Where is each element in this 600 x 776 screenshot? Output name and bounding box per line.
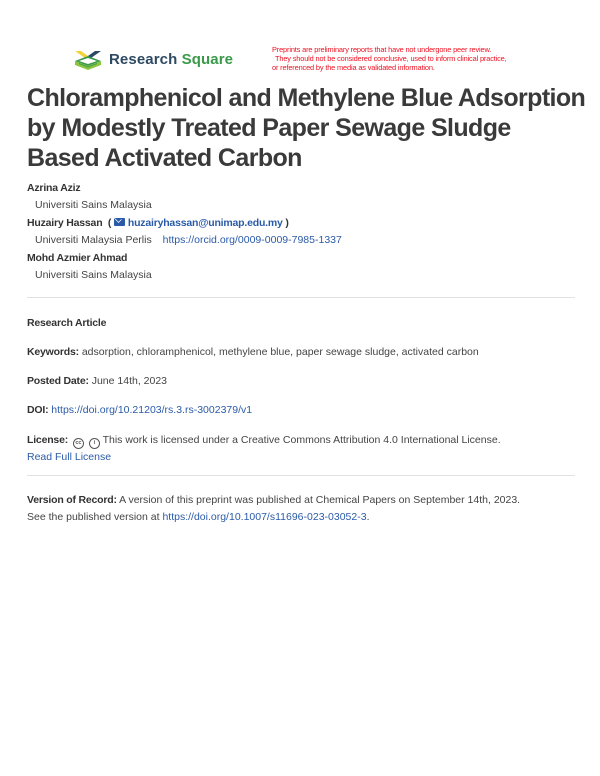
read-full-license-link[interactable]: Read Full License <box>27 451 112 463</box>
author-affiliation: Universiti Sains Malaysia <box>35 269 152 281</box>
logo-word-square: Square <box>181 51 234 68</box>
orcid-link[interactable]: https://orcid.org/0009-0009-7985-1337 <box>162 234 342 246</box>
email-open-paren: ( <box>107 217 112 229</box>
author-name-with-email <box>27 215 587 232</box>
preprint-disclaimer <box>272 45 547 72</box>
published-version-text: See the published version at <box>27 511 160 523</box>
section-divider <box>27 297 575 298</box>
research-square-logo-icon <box>73 48 103 72</box>
author-name: Huzairy Hassan <box>27 217 103 229</box>
disclaimer-line: or referenced by the media as validated information. <box>272 63 435 72</box>
author-email-group <box>105 217 289 229</box>
keywords-value: adsorption, chloramphenicol, methylene blue, paper sewage sludge, activated carbon <box>81 346 479 358</box>
logo-word-research: Research <box>109 51 178 68</box>
cc-icon: cc <box>73 438 84 449</box>
version-of-record-row <box>27 492 587 526</box>
posted-date-label: Posted Date: <box>27 375 89 387</box>
license-text: This work is licensed under a Creative Commons Attribution 4.0 International License. <box>102 434 501 446</box>
section-divider <box>27 475 575 476</box>
period: . <box>366 511 370 523</box>
disclaimer-line: They should not be considered conclusive, used to inform clinical practice, <box>275 54 507 63</box>
page-header <box>0 0 600 80</box>
posted-date-value: June 14th, 2023 <box>91 375 168 387</box>
keywords-label: Keywords: <box>27 346 79 358</box>
author-affiliation: Universiti Malaysia Perlis <box>35 234 152 246</box>
author-affiliation-row <box>27 232 587 250</box>
doi-link[interactable]: https://doi.org/10.21203/rs.3.rs-3002379/v1 <box>51 404 253 416</box>
email-close-paren: ) <box>285 217 289 229</box>
by-icon: i <box>89 438 100 449</box>
version-of-record-label: Version of Record: <box>27 494 117 506</box>
disclaimer-line: Preprints are preliminary reports that have not undergone peer review. <box>272 45 492 54</box>
license-row <box>27 432 587 466</box>
version-of-record-text: A version of this preprint was published at Chemical Papers on September 14th, 2023. <box>119 494 521 506</box>
paper-title: Chloramphenicol and Methylene Blue Adsorption by Modestly Treated Paper Sewage Sludge Based Activated Carbon <box>27 84 586 172</box>
author-name: Mohd Azmier Ahmad <box>27 252 128 264</box>
doi-label: DOI: <box>27 404 49 416</box>
envelope-icon <box>114 218 125 226</box>
article-type: Research Article <box>27 317 107 329</box>
doi-row <box>27 403 587 418</box>
author-affiliation: Universiti Sains Malaysia <box>35 199 152 211</box>
posted-date-row <box>27 374 587 389</box>
author-email-link[interactable]: huzairyhassan@unimap.edu.my <box>127 217 283 229</box>
keywords-row <box>27 345 587 360</box>
research-square-logo[interactable] <box>73 48 233 72</box>
author-name: Azrina Aziz <box>27 182 81 194</box>
author-list <box>27 180 587 285</box>
logo-wordmark <box>109 50 233 70</box>
published-version-link[interactable]: https://doi.org/10.1007/s11696-023-03052-3 <box>162 511 367 523</box>
license-label: License: <box>27 434 68 446</box>
